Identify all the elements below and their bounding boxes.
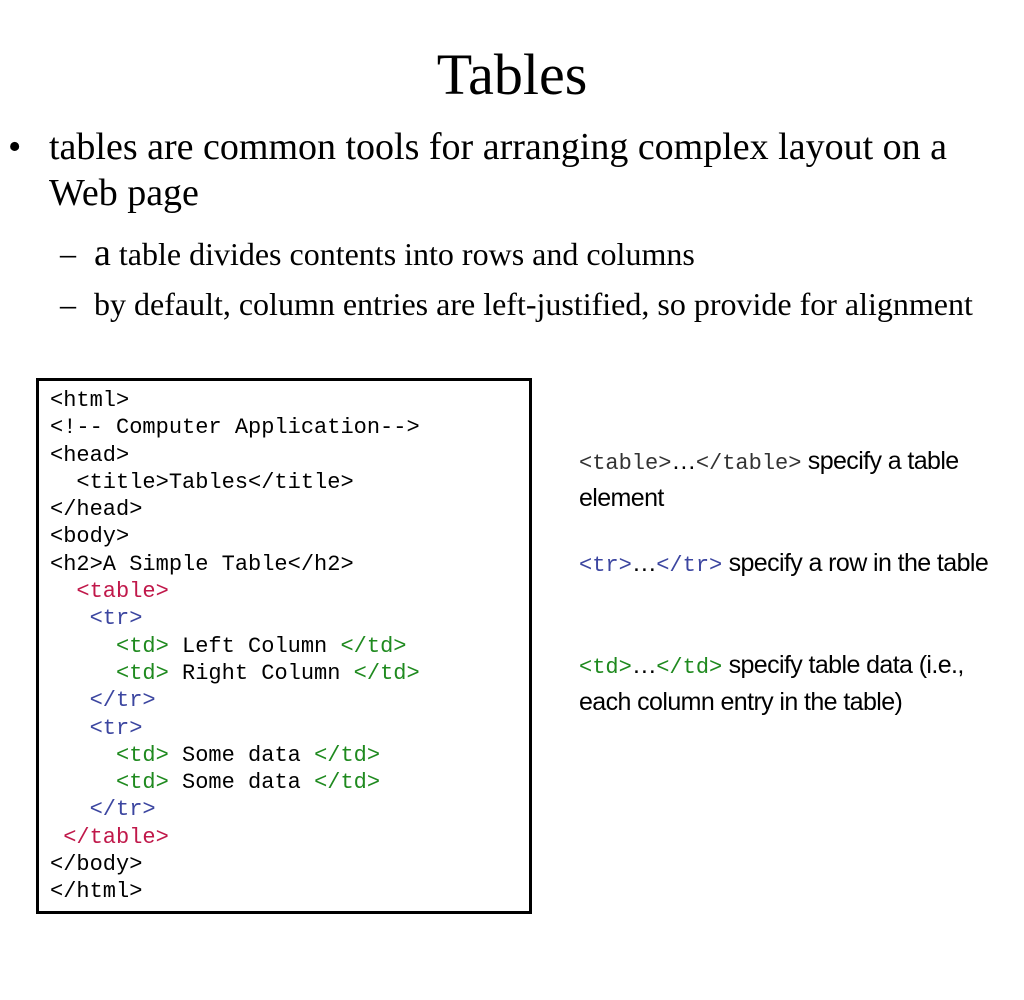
code-line — [50, 523, 420, 550]
note-td-element — [579, 648, 999, 719]
code-tag-close: </td> — [314, 742, 381, 768]
code-line — [50, 824, 420, 851]
code-cell-content: Some data — [168, 742, 315, 768]
code-line — [50, 878, 420, 905]
note-tag-open: <tr> — [579, 553, 632, 578]
bullet-text: tables are common tools for arranging complex layout on a Web page — [49, 126, 948, 214]
code-tag-close: </td> — [314, 770, 381, 796]
code-line — [50, 715, 420, 742]
code-tag: <!-- Computer Application--> — [50, 415, 420, 441]
code-tag: </head> — [50, 497, 143, 523]
bullet-marker: • — [8, 126, 22, 168]
note-tr-element — [579, 546, 999, 583]
sub-bullet-text: table divides contents into rows and columns — [110, 236, 695, 272]
note-description: specify a row in the table — [722, 549, 989, 577]
note-tag-open: <td> — [579, 655, 632, 680]
note-ellipsis: … — [671, 447, 696, 475]
code-line — [50, 687, 420, 714]
note-description: specify a table element — [579, 447, 959, 512]
code-line — [50, 769, 420, 796]
code-tag-close: </td> — [340, 633, 407, 659]
code-line — [50, 442, 420, 469]
code-line — [50, 742, 420, 769]
code-line — [50, 414, 420, 441]
code-example-box — [36, 378, 532, 914]
code-tag: <tr> — [50, 606, 143, 632]
code-tag: </html> — [50, 879, 143, 905]
sub-bullet-text: by default, column entries are left-justified, so provide for alignment — [94, 286, 973, 322]
note-tag-close: </tr> — [656, 553, 723, 578]
code-tag: </tr> — [50, 688, 156, 714]
code-tag: <head> — [50, 442, 130, 468]
note-tag-open: <table> — [579, 451, 672, 476]
note-ellipsis: … — [631, 549, 657, 577]
code-tag-close: </td> — [353, 660, 420, 686]
code-line — [50, 387, 420, 414]
code-line — [50, 660, 420, 687]
sub-bullet-marker: – — [60, 235, 76, 271]
code-tag: <title>Tables</title> — [50, 469, 354, 495]
code-tag: <td> — [50, 742, 169, 768]
code-line — [50, 578, 420, 605]
code-line — [50, 469, 420, 496]
sub-bullet-first-letter: a — [94, 232, 111, 274]
code-tag: <td> — [50, 770, 169, 796]
code-tag: </table> — [50, 824, 169, 850]
code-tag: <td> — [50, 660, 169, 686]
code-line — [50, 605, 420, 632]
code-cell-content: Right Column — [168, 660, 354, 686]
code-cell-content: Some data — [168, 770, 315, 796]
sub-bullet-marker: – — [60, 286, 76, 322]
code-tag: </tr> — [50, 797, 156, 823]
code-tag: <html> — [50, 388, 130, 413]
code-cell-content: Left Column — [168, 633, 341, 659]
code-line — [50, 496, 420, 523]
code-tag: <body> — [50, 524, 130, 550]
code-tag: <h2>A Simple Table</h2> — [50, 551, 354, 577]
note-tag-close: </table> — [695, 451, 802, 476]
code-tag: <table> — [50, 579, 169, 605]
note-tag-close: </td> — [656, 655, 723, 680]
note-ellipsis: … — [631, 651, 657, 679]
code-listing — [50, 387, 420, 906]
code-line — [50, 796, 420, 823]
code-tag: <tr> — [50, 715, 143, 741]
code-line — [50, 851, 420, 878]
code-tag: <td> — [50, 633, 169, 659]
note-table-element — [579, 444, 999, 515]
code-line — [50, 551, 420, 578]
code-tag: </body> — [50, 852, 143, 878]
slide-title: Tables — [436, 42, 588, 107]
code-line — [50, 633, 420, 660]
note-description: specify table data (i.e., each column entry in the table) — [579, 651, 964, 716]
